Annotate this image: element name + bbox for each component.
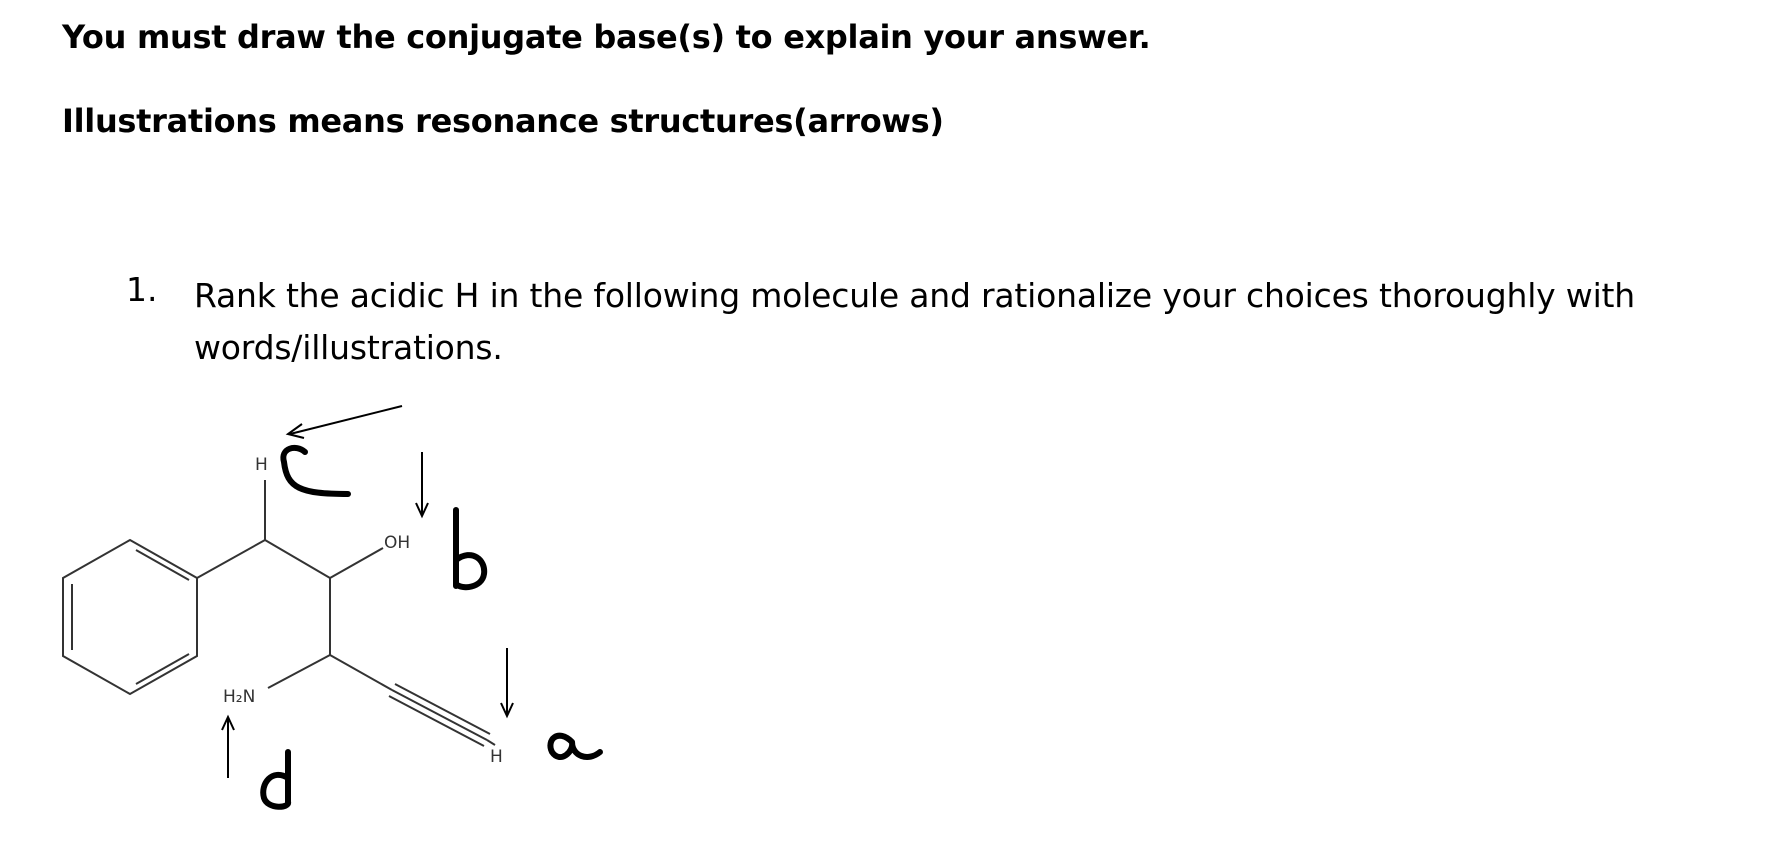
arrow-to-oh xyxy=(416,452,428,516)
atom-label-alkyne-h: H xyxy=(490,747,503,767)
alkyne-triple-bond xyxy=(389,684,495,746)
arrow-to-alkyne-h xyxy=(501,648,513,716)
handwritten-label-d xyxy=(263,752,288,807)
molecule-structure xyxy=(0,380,700,850)
atom-label-top-h: H xyxy=(255,455,268,475)
instruction-illustrations: Illustrations means resonance structures(arrows) xyxy=(62,102,944,140)
handwritten-label-a xyxy=(550,736,600,757)
arrow-to-c-h xyxy=(288,406,402,438)
question-text: Rank the acidic H in the following molecule and rationalize your choices thoroughly with words/illustrations. xyxy=(194,276,1636,367)
atom-label-hydroxyl: OH xyxy=(384,533,411,553)
carbon-chain xyxy=(197,480,392,690)
instruction-conjugate-base: You must draw the conjugate base(s) to explain your answer. xyxy=(62,18,1151,56)
benzene-ring xyxy=(63,540,197,694)
question-number: 1. xyxy=(126,270,158,309)
atom-label-amine: H₂N xyxy=(223,687,256,707)
handwritten-label-c xyxy=(283,448,348,494)
handwritten-label-b xyxy=(456,510,484,587)
arrow-to-amine xyxy=(222,717,234,778)
